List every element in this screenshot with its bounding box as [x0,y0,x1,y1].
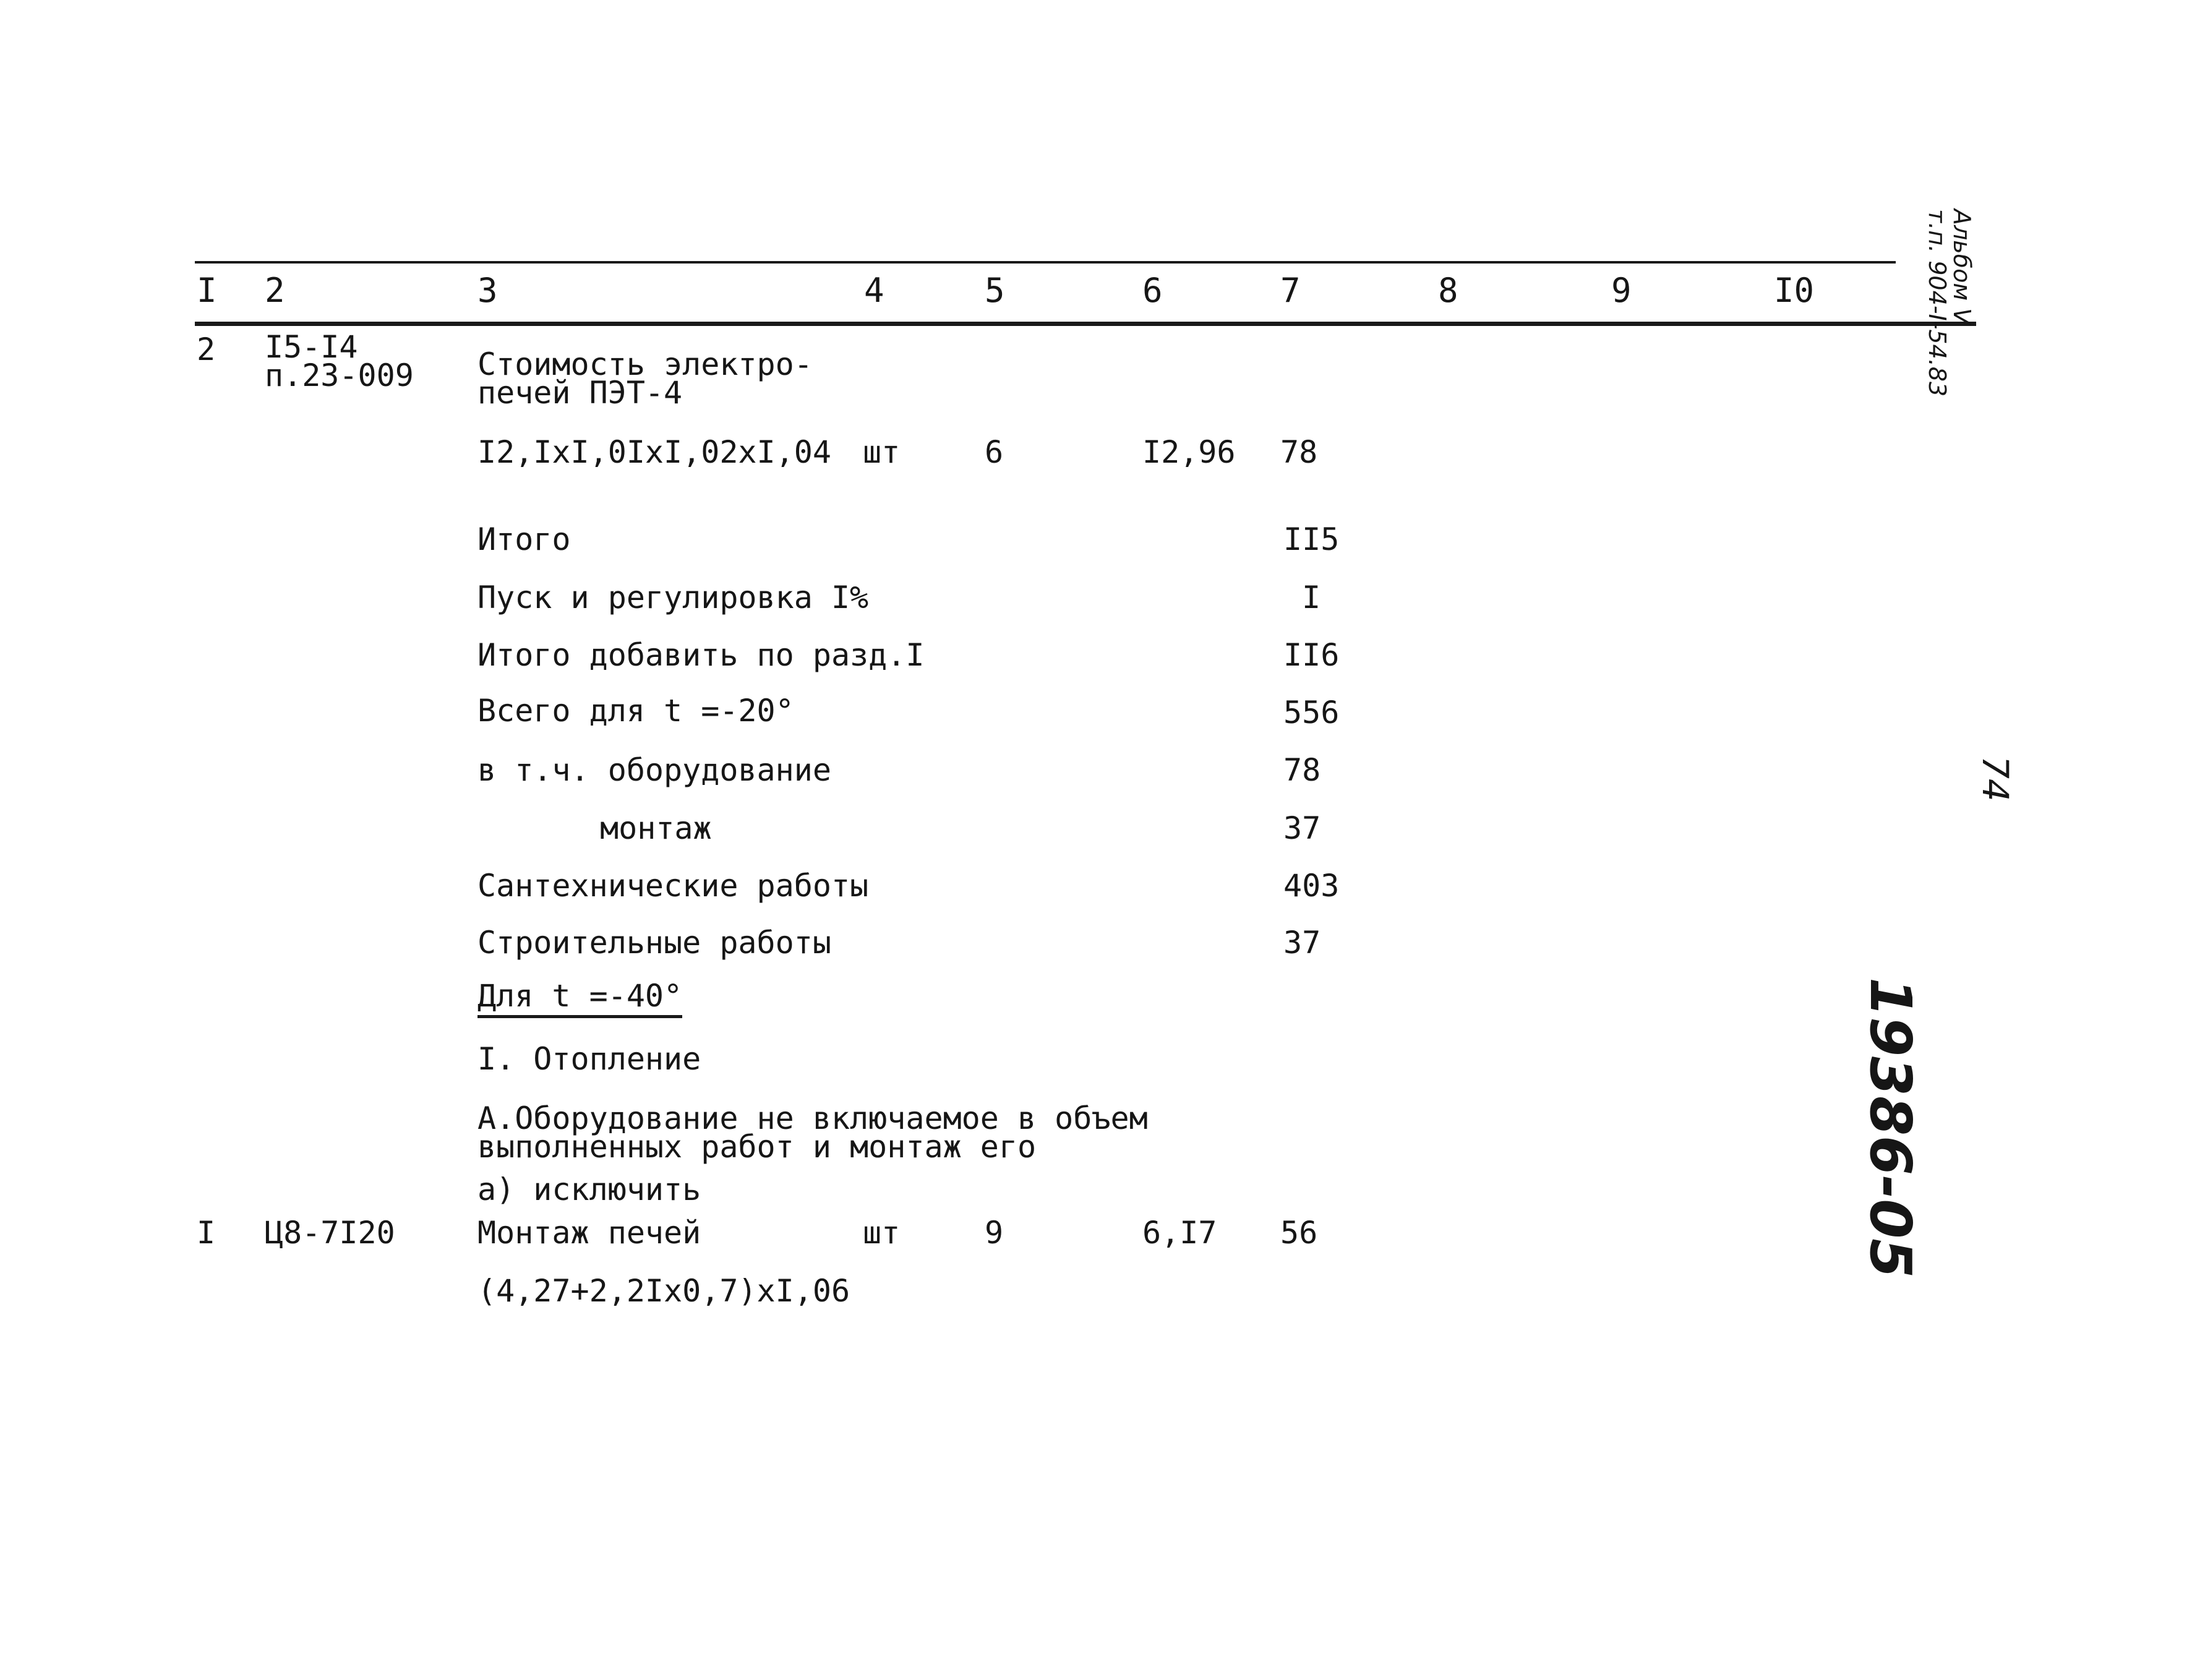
row-description: Итого добавить по разд.I [477,637,925,673]
col-header-6: 6 [1142,271,1163,310]
row-description: монтаж [600,810,712,846]
row-number: 2 [197,332,216,367]
col-header-9: 9 [1611,271,1632,310]
col-header-3: 3 [477,271,498,310]
row-unit: шт [863,434,901,470]
row-description: Строительные работы [477,925,831,961]
section-subtitle-line1: А.Оборудование не включаемое в объем [477,1100,1148,1136]
row-sum: 556 [1283,695,1340,731]
row-description [477,346,813,411]
row-description: Монтаж печей [477,1215,701,1251]
row-description: в т.ч. оборудование [477,752,831,788]
row-description-line1: Стоимость электро- [477,346,813,382]
row-description: Итого [477,521,571,557]
row-sum: II5 [1283,521,1340,557]
section-subtitle-line2: выполненных работ и монтаж его [477,1129,1037,1165]
row-quantity: 9 [985,1215,1004,1251]
row-sum: 37 [1283,810,1321,846]
row-code [265,329,414,393]
col-header-8: 8 [1438,271,1458,310]
row-sum: 78 [1280,434,1318,470]
album-reference [1925,209,1974,396]
row-sum: 56 [1280,1215,1318,1251]
col-header-1: I [197,271,217,310]
row-code-line1: I5-I4 [265,329,358,365]
row-price: I2,96 [1142,434,1236,470]
row-number: I [197,1215,216,1251]
section-subtitle [477,1100,1148,1165]
row-code: Ц8-7I20 [265,1215,395,1251]
header-top-rule [195,261,1896,264]
col-header-4: 4 [864,271,884,310]
header-bottom-rule [195,322,1976,326]
album-reference-line2: т.п. 904-I-54.83 [1924,209,1951,397]
col-header-5: 5 [985,271,1005,310]
row-price: 6,I7 [1142,1215,1217,1251]
section-heading: Для t =-40° [477,980,682,1018]
row-sum: II6 [1283,637,1340,673]
row-sum: 37 [1283,925,1321,961]
row-formula: I2,IxI,0IxI,02xI,04 [477,434,831,470]
row-description-line2: печей ПЭТ-4 [477,375,683,411]
row-unit: шт [863,1215,901,1251]
col-header-7: 7 [1280,271,1301,310]
row-description: Всего для t =-20° [477,693,794,729]
row-formula: (4,27+2,2Ix0,7)xI,06 [477,1273,850,1309]
row-code-line2: п.23-009 [265,358,414,393]
row-quantity: 6 [985,434,1004,470]
album-reference-line1: Альбом V [1948,209,1976,325]
section-note: а) исключить [477,1172,701,1207]
section-title: I. Отопление [477,1041,701,1077]
row-description: Сантехнические работы [477,868,869,904]
archive-stamp: 19386-05 [1857,977,1924,1279]
row-sum: 78 [1283,752,1321,788]
page-number: 74 [1974,756,2016,802]
col-header-2: 2 [265,271,285,310]
row-sum: 403 [1283,868,1340,904]
col-header-10: I0 [1774,271,1815,310]
row-sum: I [1302,580,1321,615]
row-description: Пуск и регулировка I% [477,580,869,615]
